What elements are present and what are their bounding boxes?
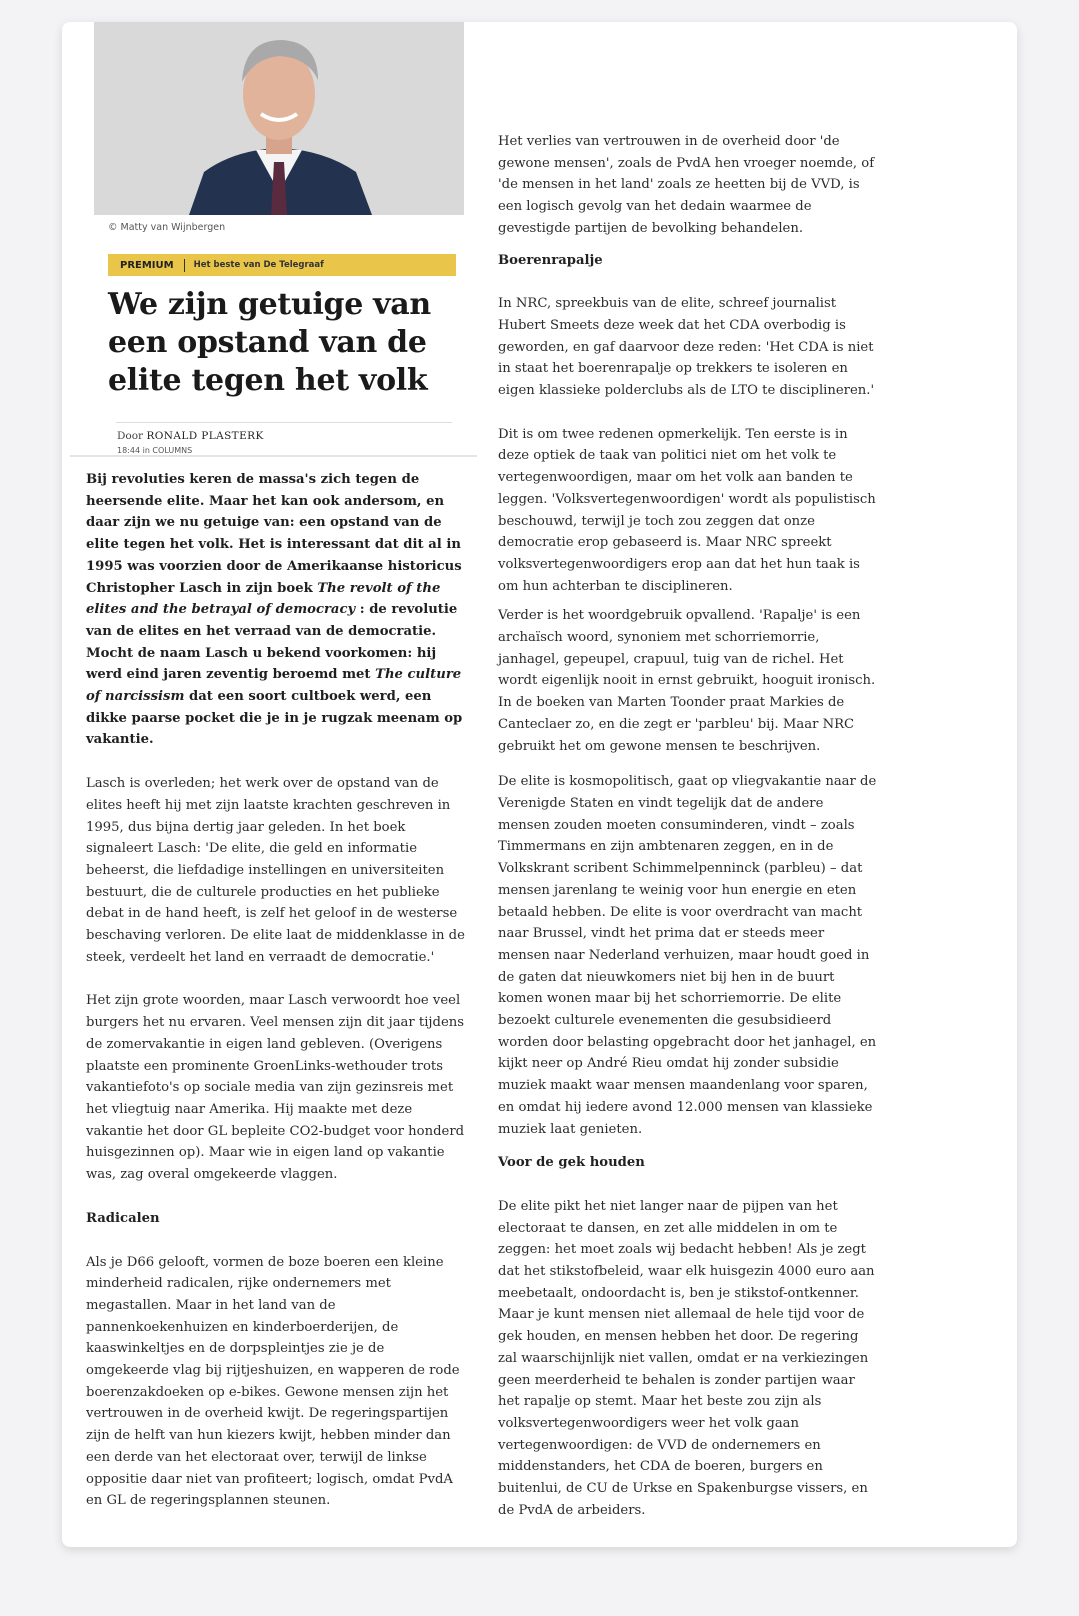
byline-divider [116,422,452,423]
subheading-radicalen: Radicalen [86,1210,160,1226]
paragraph: Het zijn grote woorden, maar Lasch verwoordt hoe veel burgers het nu ervaren. Veel mensen zijn dit jaar tijdens de zomervakantie in eigen land gebleven. (Overigens plaatste een prominente GroenLinks-wethouder trots vakantiefoto's op sociale media van zijn gezinsreis met het vliegtuig naar Amerika. Hij maakte met deze vakantie het door GL bepleite CO2-budget voor honderd huisgezinnen op). Maar wie in eigen land op vakantie was, zag overal omgekeerde vlaggen. [86,993,465,1183]
publish-time: 18:44 in COLUMNS [117,446,193,455]
paragraph: Het verlies van vertrouwen in de overheid door 'de gewone mensen', zoals de PvdA hen vroeger noemde, of 'de mensen in het land' zoals ze heetten bij de VVD, is een logisch gevolg van het dedain waarmee de gevestigde partijen de bevolking behandelen. [498,134,875,236]
left-column [86,469,466,1512]
subheading-voor-de-gek-houden: Voor de gek houden [498,1155,645,1171]
byline [117,430,264,442]
byline-prefix: Door [117,430,144,442]
paragraph: Verder is het woordgebruik opvallend. 'Rapalje' is een archaïsch woord, synoniem met schorriemorrie, janhagel, gepeupel, crapuul, tuig van de richel. Het wordt eigenlijk nooit in ernst gebruikt, hooguit ironisch. In de boeken van Marten Toonder praat Markies de Canteclaer zo, en die zegt er 'parbleu' bij. Maar NRC gebruikt het om gewone mensen te beschrijven. [498,608,876,754]
premium-label: PREMIUM [108,259,185,272]
header-separator [70,455,477,457]
premium-badge[interactable] [108,254,456,276]
paragraph: Lasch is overleden; het werk over de opstand van de elites heeft hij met zijn laatste krachten geschreven in 1995, dus bijna dertig jaar geleden. In het boek signaleert Lasch: 'De elite, die geld en informatie beheerst, die liefdadige instellingen en universiteiten bestuurt, die de culturele producties en het publieke debat in de hand heeft, is zelf het geloof in de westerse beschaving verloren. De elite laat de middenklasse in de steek, verdeelt het land en verraadt de democratie.' [86,776,465,965]
paragraph: De elite is kosmopolitisch, gaat op vliegvakantie naar de Verenigde Staten en vindt tegelijk dat de andere mensen zouden moeten consuminderen, vindt – zoals Timmermans en zijn ambtenaren zeggen, en in de Volkskrant scribent Schimmelpenninck (parbleu) – dat mensen jarenlang te weinig voor hun energie en eten betaald hebben. De elite is voor overdracht van macht naar Brussel, vindt het prima dat er steeds meer mensen naar Nederland verhuizen, maar houdt goed in de gaten dat nieuwkomers niet bij hen in de buurt komen wonen maar bij het schorriemorrie. De elite bezoekt culturele evenementen die gesubsidieerd worden door belasting opgebracht door het janhagel, en kijkt neer op André Rieu omdat hij zonder subsidie muziek maakt waar mensen maandenlang voor sparen, en omdat hij iedere avond 12.000 mensen van klassieke muziek laat genieten. [498,774,877,1137]
paragraph: Als je D66 gelooft, vormen de boze boeren een kleine minderheid radicalen, rijke ondernemers met megastallen. Maar in het land van de pannenkoekenhuizen en kinderboerderijen, de kaaswinkeltjes en de dorpspleintjes zie je de omgekeerde vlag bij rijtjeshuizen, en wapperen de rode boerenzakdoeken op e-bikes. Gewone mensen zijn het vertrouwen in de overheid kwijt. De regeringspartijen zijn de helft van hun kiezers kwijt, hebben minder dan een derde van het electoraat over, terwijl de linkse oppositie daar niet van profiteert; logisch, omdat PvdA en GL de regeringsplannen steunen. [86,1254,460,1509]
article-headline: We zijn getuige van een opstand van de elite tegen het volk [108,287,431,398]
subheading-boerenrapalje: Boerenrapalje [498,252,603,268]
premium-subtitle: Het beste van De Telegraaf [193,260,324,270]
photo-credit: © Matty van Wijnbergen [108,222,226,233]
portrait-illustration [94,22,464,215]
book-title-narcissism: The culture of narcissism [86,667,462,705]
author-name[interactable]: RONALD PLASTERK [146,430,264,442]
paragraph: Dit is om twee redenen opmerkelijk. Ten eerste is in deze optiek de taak van politici niet om het volk te vertegenwoordigen, maar om het volk aan banden te leggen. 'Volksvertegenwoordigen' wordt als populistisch beschouwd, terwijl je toch zou zeggen dat onze democratie erop gebaseerd is. Maar NRC spreekt volksvertegenwoordigers erop aan dat het hun taak is om hun achterban te disciplineren. [498,426,876,594]
paragraph: De elite pikt het niet langer naar de pijpen van het electoraat te dansen, en zet alle middelen in om te zeggen: het moet zoals wij bedacht hebben! Als je zegt dat het stikstofbeleid, waar elk huisgezin 4000 euro aan meebetaalt, ondoordacht is, ben je stikstof-ontkenner. Maar je kunt mensen niet allemaal de hele tijd voor de gek houden, en mensen hebben het door. De regering zal waarschijnlijk niet vallen, omdat er na verkiezingen geen meerderheid te behalen is zonder partijen waar het rapalje op stemt. Maar het beste zou zijn als volksvertegenwoordigers weer het volk gaan vertegenwoordigen: de VVD de ondernemers en middenstanders, het CDA de boeren, burgers en buitenlui, de CU de Urkse en Spakenburgse vissers, en de PvdA de arbeiders. [498,1198,875,1518]
article-card [62,22,1017,1547]
right-column [498,131,878,1521]
paragraph: In NRC, spreekbuis van de elite, schreef journalist Hubert Smeets deze week dat het CDA overbodig is geworden, en gaf daarvoor deze reden: 'Het CDA is niet in staat het boerenrapalje op trekkers te isoleren en eigen klassieke polderclubs als de LTO te disciplineren.' [498,296,875,399]
book-title-revolt: The revolt of the elites and the betrayal of democracy [86,580,441,618]
author-photo [94,22,464,215]
lead-paragraph: Bij revoluties keren de massa's zich tegen de heersende elite. Maar het kan ook andersom, en daar zijn we nu getuige van: een opstand van de elite tegen het volk. Het is interessant dat dit al in 1995 was voorzien door de Amerikaanse historicus Christopher Lasch in zijn boek The revolt of the elites and the betrayal of democracy : de revolutie van de elites en het verraad van de democratie. Mocht de naam Lasch u bekend voorkomen: hij werd eind jaren zeventig beroemd met The culture of narcissism dat een soort cultboek werd, een dikke paarse pocket die je in je rugzak meenam op vakantie. [86,472,463,748]
